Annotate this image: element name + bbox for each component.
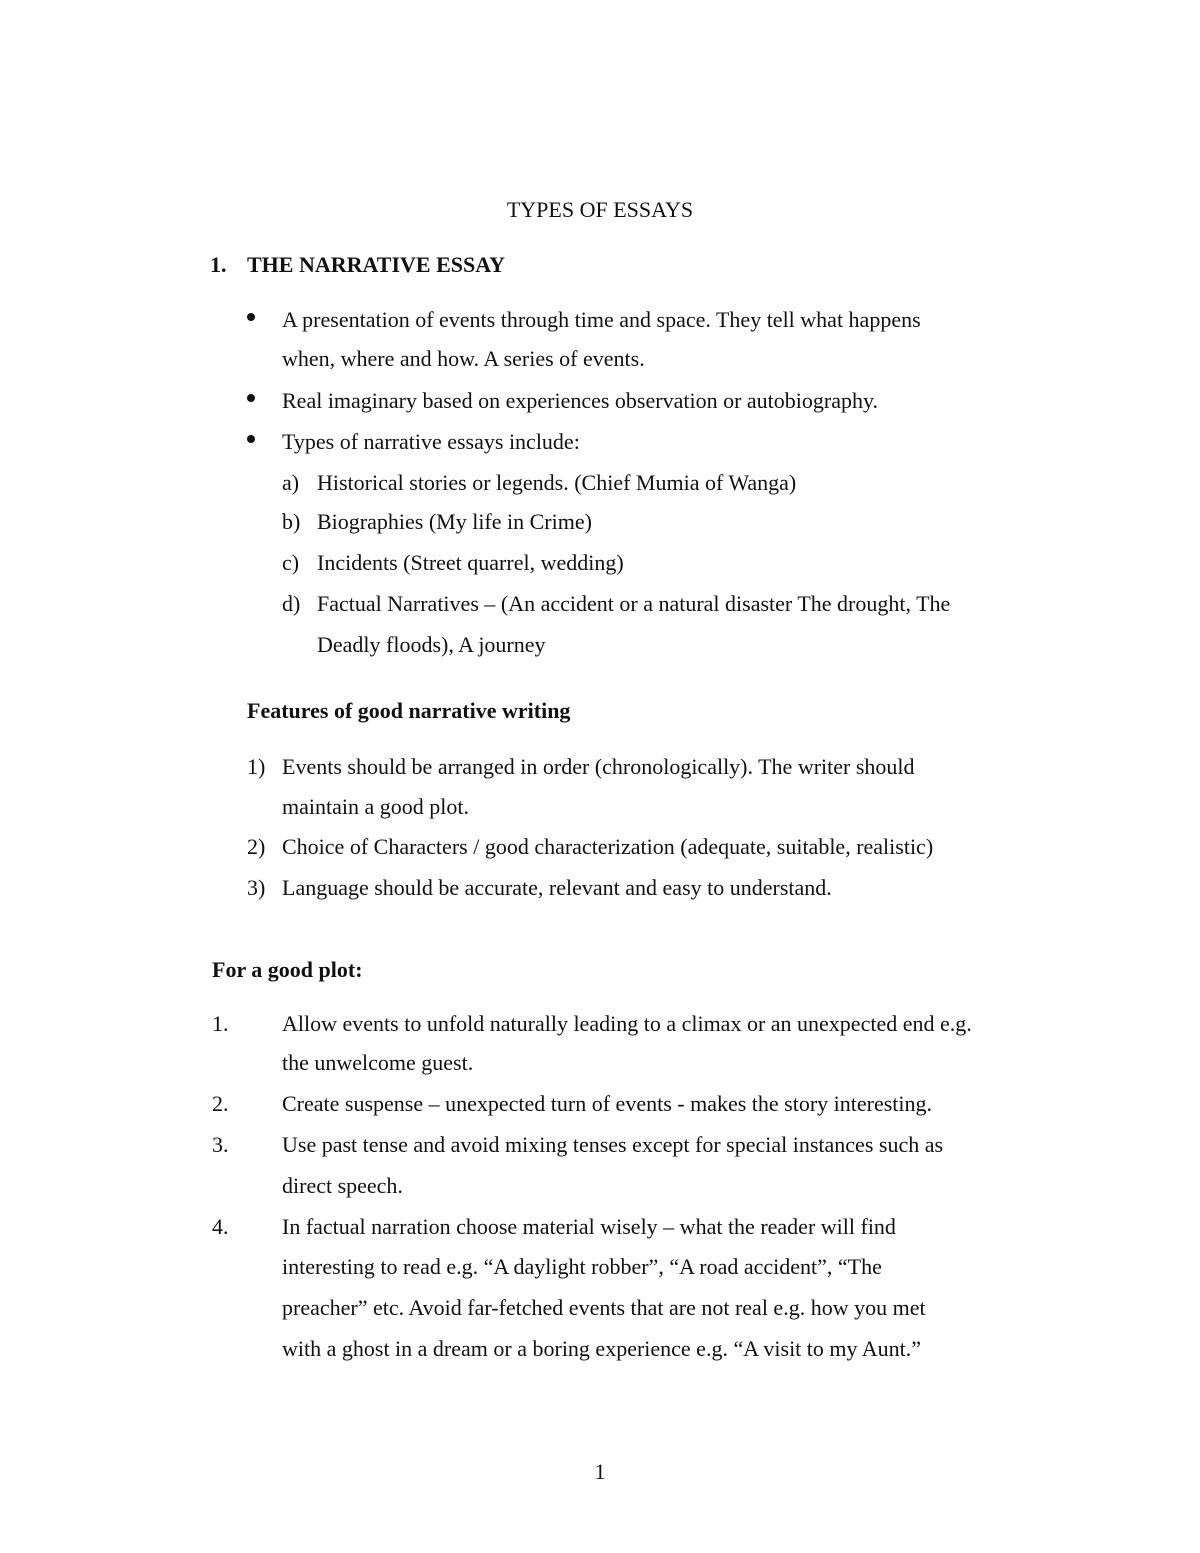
bullet-icon [247,394,255,402]
list-item: Language should be accurate, relevant and easy to understand. [282,875,832,900]
page-number: 1 [594,1459,606,1484]
features-heading: Features of good narrative writing [247,698,571,723]
bullet-text: Real imaginary based on experiences observation or autobiography. [282,388,879,413]
list-marker: d) [282,591,301,616]
list-item: Historical stories or legends. (Chief Mumia of Wanga) [317,470,797,495]
list-item: interesting to read e.g. “A daylight robber”, “A road accident”, “The [282,1254,882,1279]
list-item: Biographies (My life in Crime) [317,509,592,534]
list-marker: 4. [212,1214,229,1239]
list-marker: b) [282,509,301,534]
list-item: Use past tense and avoid mixing tenses except for special instances such as [282,1132,944,1157]
bullet-text: Types of narrative essays include: [282,429,580,454]
list-item: direct speech. [282,1173,403,1198]
list-marker: 1) [247,754,266,779]
list-item: Events should be arranged in order (chronologically). The writer should [282,754,915,779]
list-item: maintain a good plot. [282,794,469,819]
list-item: Incidents (Street quarrel, wedding) [317,550,624,575]
page-title: TYPES OF ESSAYS [506,197,694,222]
plot-heading: For a good plot: [212,957,363,982]
list-marker: c) [282,550,300,575]
bullet-icon [247,313,255,321]
list-marker: 3. [212,1132,229,1157]
list-item: Create suspense – unexpected turn of events - makes the story interesting. [282,1091,933,1116]
list-marker: a) [282,470,300,495]
list-item: In factual narration choose material wisely – what the reader will find [282,1214,896,1239]
section-heading: THE NARRATIVE ESSAY [247,252,505,277]
list-marker: 3) [247,875,266,900]
bullet-text: when, where and how. A series of events. [282,346,645,371]
list-item: Allow events to unfold naturally leading to a climax or an unexpected end e.g. [282,1011,972,1036]
bullet-icon [247,435,255,443]
list-marker: 1. [212,1011,229,1036]
list-marker: 2) [247,834,266,859]
list-item: Factual Narratives – (An accident or a natural disaster The drought, The [317,591,951,616]
list-item: Deadly floods), A journey [317,632,546,657]
list-item: with a ghost in a dream or a boring experience e.g. “A visit to my Aunt.” [282,1336,922,1361]
list-item: Choice of Characters / good characterization (adequate, suitable, realistic) [282,834,934,859]
section-number: 1. [210,252,227,277]
list-item: the unwelcome guest. [282,1050,474,1075]
bullet-text: A presentation of events through time and space. They tell what happens [282,307,921,332]
list-marker: 2. [212,1091,229,1116]
list-item: preacher” etc. Avoid far-fetched events that are not real e.g. how you met [282,1295,926,1320]
